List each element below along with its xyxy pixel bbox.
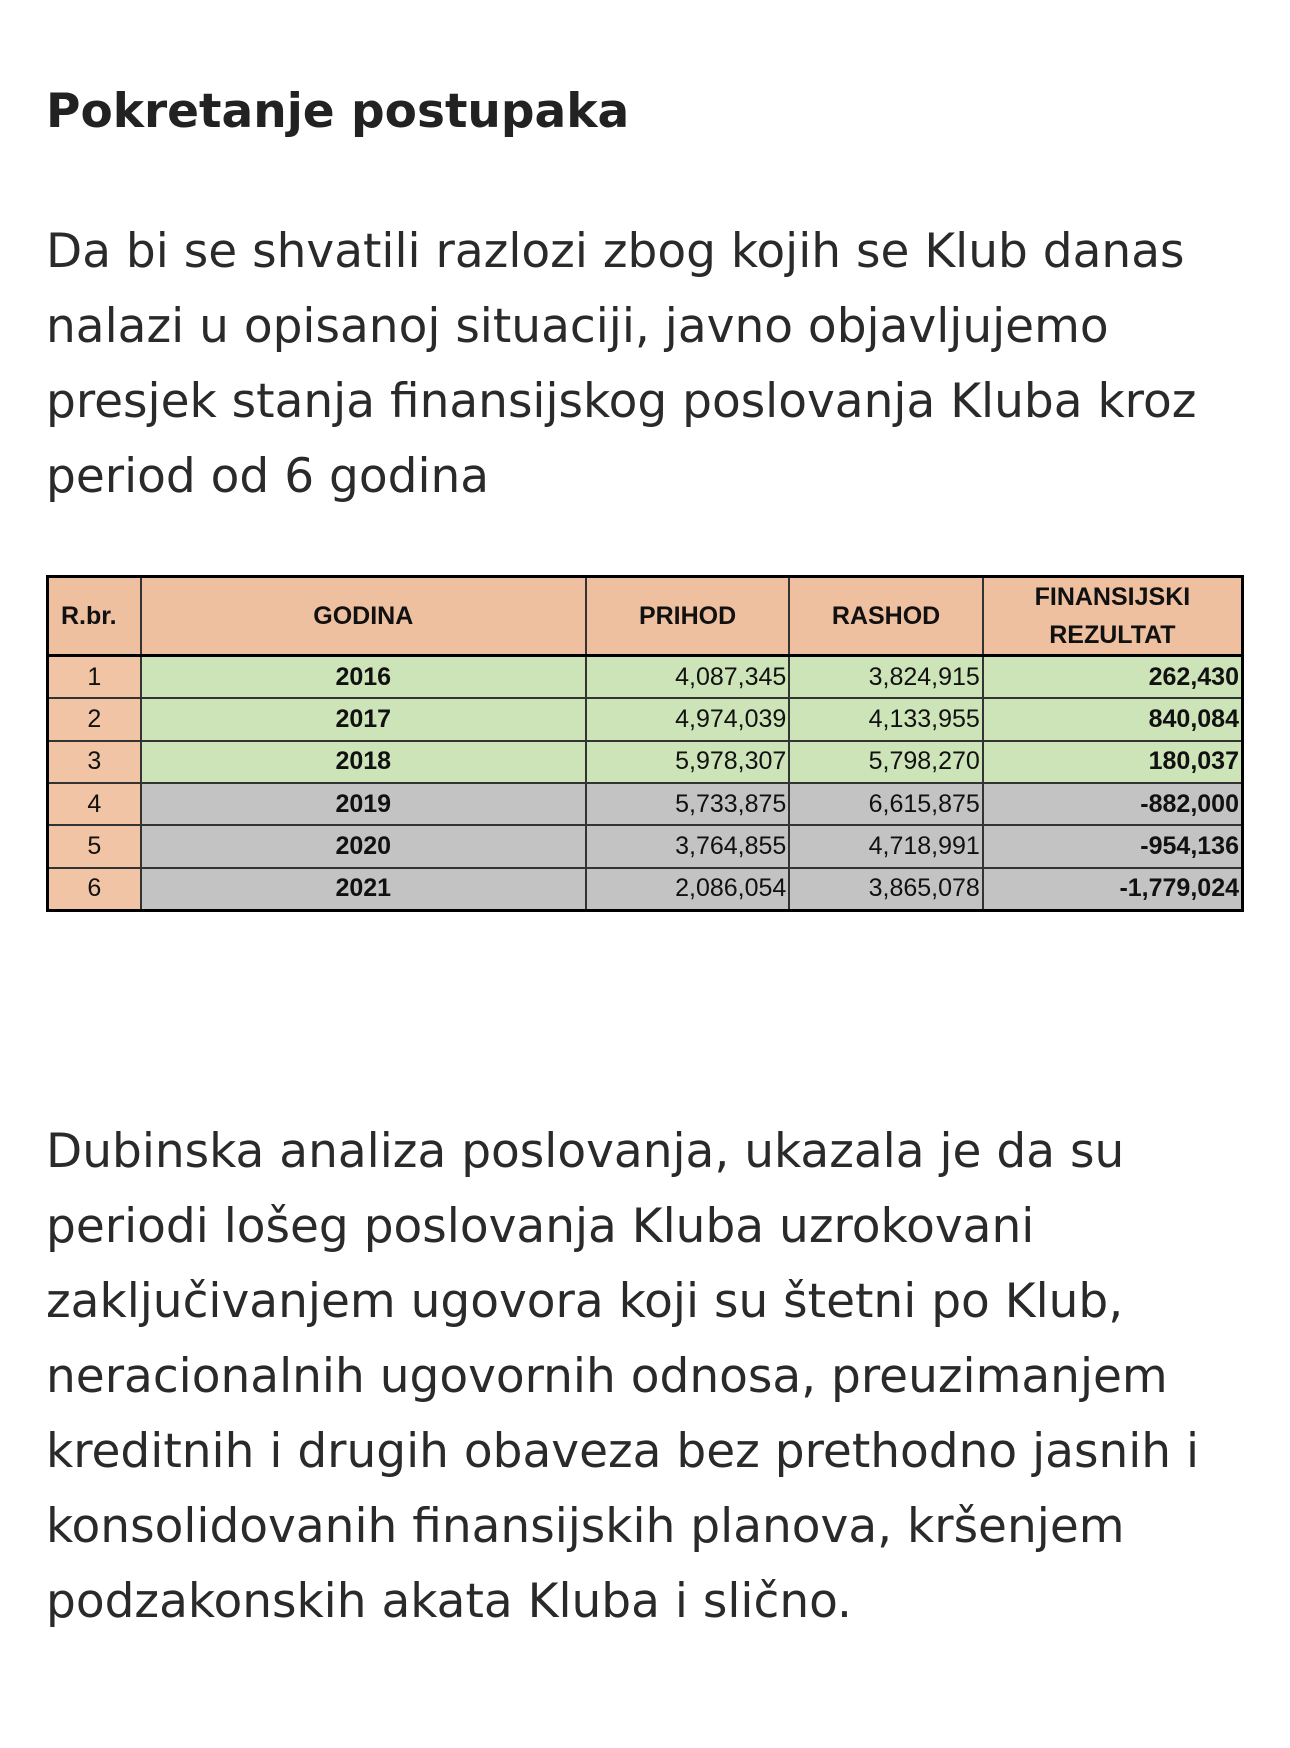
cell-rashod: 4,133,955 xyxy=(789,698,982,740)
cell-rezultat: 840,084 xyxy=(983,698,1243,740)
intro-paragraph: Da bi se shvatili razlozi zbog kojih se Klub danas nalazi u opisanoj situaciji, javno objavljujemo presjek stanja finansijskog poslovanja Kluba kroz period od 6 godina xyxy=(46,224,1197,504)
cell-rashod: 3,865,078 xyxy=(789,868,982,911)
table-row xyxy=(48,783,1243,825)
cell-prihod: 2,086,054 xyxy=(586,868,790,911)
cell-godina: 2020 xyxy=(141,825,586,867)
cell-prihod: 3,764,855 xyxy=(586,825,790,867)
header-rashod: RASHOD xyxy=(789,577,982,656)
cell-rbr: 3 xyxy=(48,741,141,783)
cell-rezultat: 180,037 xyxy=(983,741,1243,783)
header-rezultat-line1: FINANSIJSKI xyxy=(1034,583,1191,611)
cell-godina: 2018 xyxy=(141,741,586,783)
cell-godina: 2016 xyxy=(141,656,586,699)
cell-rezultat: 262,430 xyxy=(983,656,1243,699)
table-row xyxy=(48,698,1243,740)
cell-prihod: 4,087,345 xyxy=(586,656,790,699)
cell-rashod: 4,718,991 xyxy=(789,825,982,867)
section-heading: Pokretanje postupaka xyxy=(46,84,630,139)
cell-prihod: 5,978,307 xyxy=(586,741,790,783)
table-row xyxy=(48,868,1243,911)
cell-godina: 2021 xyxy=(141,868,586,911)
cell-rashod: 3,824,915 xyxy=(789,656,982,699)
header-prihod: PRIHOD xyxy=(586,577,790,656)
financial-table-image xyxy=(46,575,1244,912)
analysis-paragraph: Dubinska analiza poslovanja, ukazala je da su periodi lošeg poslovanja Kluba uzrokovani zaključivanjem ugovora koji su štetni po Klub, neracionalnih ugovornih odnosa, preuzimanjem kreditnih i drugih obaveza bez prethodno jasnih i konsolidovanih finansijskih planova, kršenjem podzakonskih akata Kluba i slično. xyxy=(46,1124,1200,1629)
cell-rezultat: -1,779,024 xyxy=(983,868,1243,911)
cell-rashod: 6,615,875 xyxy=(789,783,982,825)
cell-rezultat: -882,000 xyxy=(983,783,1243,825)
cell-prihod: 5,733,875 xyxy=(586,783,790,825)
cell-rbr: 6 xyxy=(48,868,141,911)
cell-rashod: 5,798,270 xyxy=(789,741,982,783)
cell-rezultat: -954,136 xyxy=(983,825,1243,867)
header-godina: GODINA xyxy=(141,577,586,656)
cell-rbr: 5 xyxy=(48,825,141,867)
header-rezultat-line2: REZULTAT xyxy=(1049,621,1176,649)
table-row xyxy=(48,825,1243,867)
table-header-row xyxy=(48,577,1243,656)
cell-rbr: 4 xyxy=(48,783,141,825)
table-row xyxy=(48,656,1243,699)
cell-prihod: 4,974,039 xyxy=(586,698,790,740)
header-rbr: R.br. xyxy=(48,577,141,656)
financial-table xyxy=(46,575,1244,912)
header-rezultat xyxy=(983,577,1243,656)
cell-rbr: 2 xyxy=(48,698,141,740)
cell-rbr: 1 xyxy=(48,656,141,699)
cell-godina: 2019 xyxy=(141,783,586,825)
table-row xyxy=(48,741,1243,783)
cell-godina: 2017 xyxy=(141,698,586,740)
